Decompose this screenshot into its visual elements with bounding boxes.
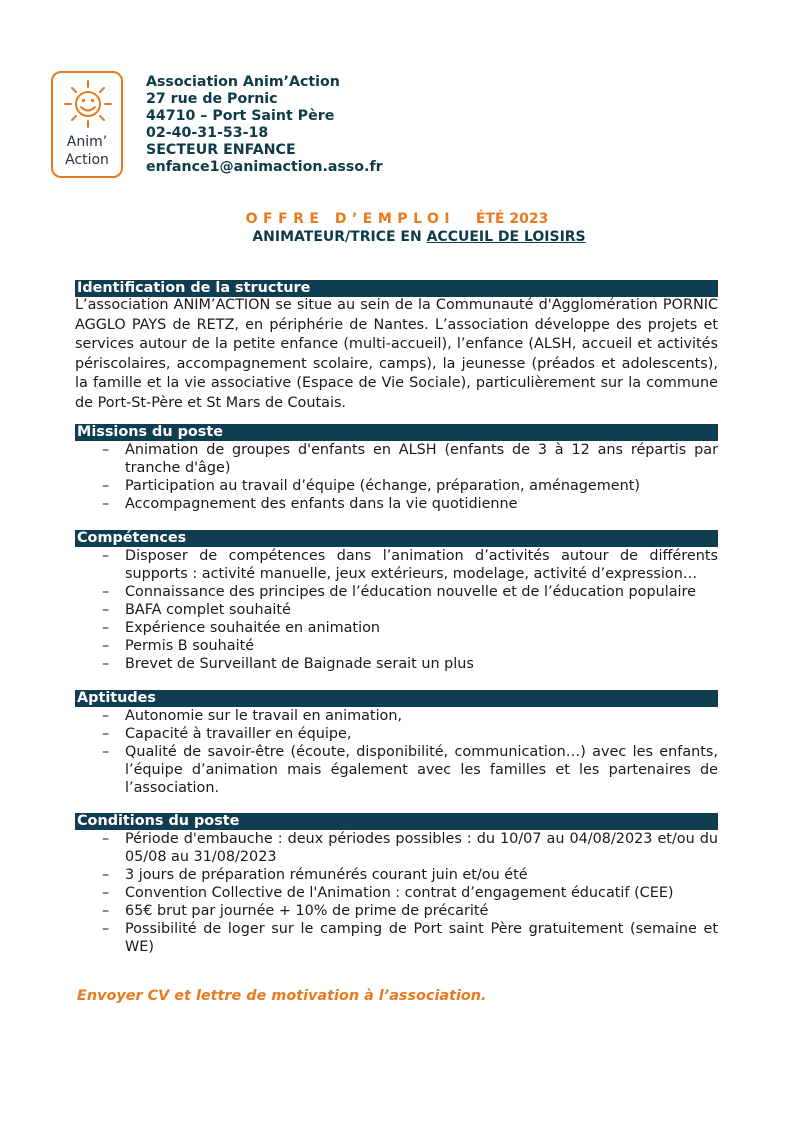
list-item-text: Animation de groupes d'enfants en ALSH (enfants de 3 à 12 ans répartis par tranche d'âge) <box>125 442 718 476</box>
list-item <box>75 743 718 797</box>
organization-name: Association Anim’Action <box>146 74 340 90</box>
list-item <box>75 884 718 902</box>
organization-street: 27 rue de Pornic <box>146 91 278 107</box>
list-item-text: Autonomie sur le travail en animation, <box>125 708 403 724</box>
list-item <box>75 547 718 583</box>
bullet-dash: – <box>102 584 110 600</box>
list-item <box>75 902 718 920</box>
list-item-text: Convention Collective de l'Animation : contrat d’engagement éducatif (CEE) <box>125 885 674 901</box>
list-item <box>75 725 718 743</box>
bullet-dash: – <box>102 708 110 724</box>
bullet-dash: – <box>102 496 110 512</box>
list-item-text: Brevet de Surveillant de Baignade serait un plus <box>125 656 474 672</box>
bullet-dash: – <box>102 656 110 672</box>
missions-list <box>75 441 718 513</box>
section-heading-competences: Compétences <box>75 530 718 547</box>
bullet-dash: – <box>102 744 110 760</box>
bullet-dash: – <box>102 831 110 847</box>
section-heading-aptitudes: Aptitudes <box>75 690 718 707</box>
bullet-dash: – <box>102 620 110 636</box>
bullet-dash: – <box>102 903 110 919</box>
organization-email: enfance1@animaction.asso.fr <box>146 159 383 175</box>
list-item-text: Possibilité de loger sur le camping de Port saint Père gratuitement (semaine et WE) <box>125 921 718 955</box>
list-item <box>75 655 718 673</box>
job-title-prefix: ANIMATEUR/TRICE EN <box>252 229 427 245</box>
list-item <box>75 601 718 619</box>
bullet-dash: – <box>102 867 110 883</box>
organization-sector: SECTEUR ENFANCE <box>146 142 296 158</box>
list-item-text: 3 jours de préparation rémunérés courant juin et/ou été <box>125 867 528 883</box>
list-item <box>75 637 718 655</box>
sun-icon <box>59 79 117 129</box>
bullet-dash: – <box>102 478 110 494</box>
identification-text: L’association ANIM’ACTION se situe au sein de la Communauté d'Agglomération PORNIC AGGLO PAYS de RETZ, en périphérie de Nantes. L’association développe des projets et services autour de la petite enfance (multi-accueil), l’enfance (ALSH, accueil et activités périscolaires, accompagnement scolaire, camps), la jeunesse (préados et adolescents), la famille et la vie associative (Espace de Vie Sociale), particulièrement sur la commune de Port-St-Père et St Mars de Coutais. <box>75 297 718 411</box>
logo-text-line1: Anim’ <box>66 134 108 150</box>
list-item-text: Participation au travail d’équipe (échange, préparation, aménagement) <box>125 478 641 494</box>
section-heading-conditions: Conditions du poste <box>75 813 718 830</box>
bullet-dash: – <box>102 548 110 564</box>
bullet-dash: – <box>102 885 110 901</box>
offer-season: ÉTÉ 2023 <box>475 211 549 227</box>
list-item-text: Permis B souhaité <box>125 638 255 654</box>
list-item-text: Disposer de compétences dans l’animation d’activités autour de différents supports : activité manuelle, jeux extérieurs, modelage, activité d’expression… <box>125 548 718 582</box>
offer-title <box>0 211 794 227</box>
offer-label: OFFRE D’EMPLOI <box>245 211 456 227</box>
section-heading-identification: Identification de la structure <box>75 280 718 297</box>
list-item-text: Capacité à travailler en équipe, <box>125 726 352 742</box>
list-item-text: Période d'embauche : deux périodes possibles : du 10/07 au 04/08/2023 et/ou du 05/08 au 31/08/2023 <box>125 831 718 865</box>
aptitudes-list <box>75 707 718 797</box>
list-item <box>75 707 718 725</box>
list-item-text: BAFA complet souhaité <box>125 602 291 618</box>
organization-phone: 02-40-31-53-18 <box>146 125 269 141</box>
list-item-text: 65€ brut par journée + 10% de prime de précarité <box>125 903 489 919</box>
list-item <box>75 920 718 956</box>
bullet-dash: – <box>102 726 110 742</box>
list-item-text: Connaissance des principes de l’éducation nouvelle et de l’éducation populaire <box>125 584 696 600</box>
logo-text-line2: Action <box>65 152 109 168</box>
job-title-underlined: ACCUEIL DE LOISIRS <box>426 229 586 245</box>
organization-city: 44710 – Port Saint Père <box>146 108 335 124</box>
logo <box>51 71 123 178</box>
competences-list <box>75 547 718 673</box>
list-item-text: Qualité de savoir-être (écoute, disponibilité, communication…) avec les enfants, l’équipe d’animation mais également avec les familles et les partenaires de l’association. <box>125 744 718 796</box>
list-item <box>75 830 718 866</box>
bullet-dash: – <box>102 602 110 618</box>
application-instruction: Envoyer CV et lettre de motivation à l’association. <box>77 988 487 1004</box>
list-item <box>75 441 718 477</box>
list-item <box>75 866 718 884</box>
bullet-dash: – <box>102 638 110 654</box>
list-item <box>75 619 718 637</box>
list-item-text: Accompagnement des enfants dans la vie quotidienne <box>125 496 518 512</box>
list-item <box>75 477 718 495</box>
list-item <box>75 495 718 513</box>
conditions-list <box>75 830 718 956</box>
organization-header <box>146 74 383 176</box>
list-item <box>75 583 718 601</box>
bullet-dash: – <box>102 442 110 458</box>
section-heading-missions: Missions du poste <box>75 424 718 441</box>
job-title <box>0 229 794 245</box>
list-item-text: Expérience souhaitée en animation <box>125 620 380 636</box>
bullet-dash: – <box>102 921 110 937</box>
